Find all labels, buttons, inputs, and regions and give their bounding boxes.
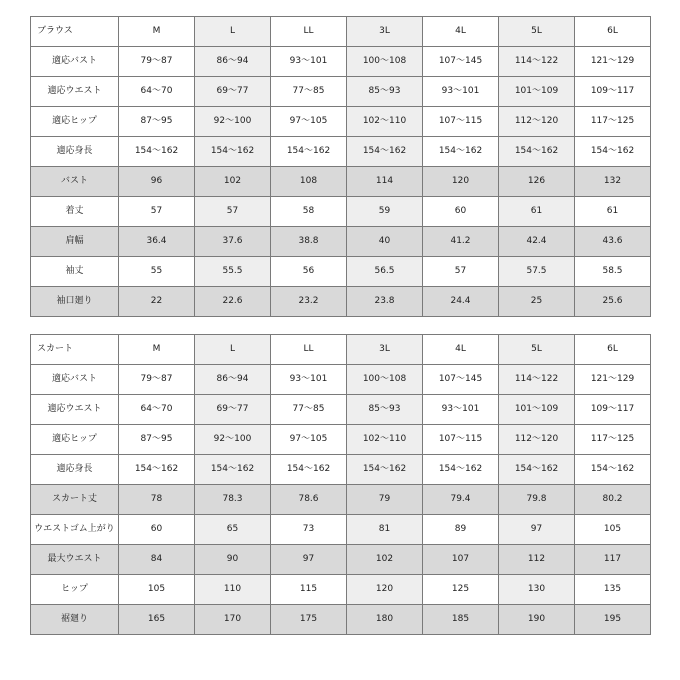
size-value: 78.6 — [271, 485, 347, 515]
size-value: 170 — [195, 605, 271, 635]
row-label: 適応ウエスト — [31, 77, 119, 107]
size-value: 107～115 — [423, 425, 499, 455]
size-value: 114～122 — [499, 47, 575, 77]
size-value: 92～100 — [195, 425, 271, 455]
size-value: 109～117 — [575, 395, 651, 425]
row-label: 適応バスト — [31, 47, 119, 77]
skirt-table-body — [31, 335, 651, 635]
row-label: 適応ウエスト — [31, 395, 119, 425]
size-value: 114 — [347, 167, 423, 197]
size-value: 120 — [423, 167, 499, 197]
size-value: 154～162 — [575, 137, 651, 167]
size-value: 112～120 — [499, 425, 575, 455]
size-value: 61 — [499, 197, 575, 227]
size-value: 60 — [119, 515, 195, 545]
table-row — [31, 365, 651, 395]
size-value: 92～100 — [195, 107, 271, 137]
size-value: 190 — [499, 605, 575, 635]
size-value: 112～120 — [499, 107, 575, 137]
size-value: 85～93 — [347, 395, 423, 425]
size-header-6l: 6L — [575, 335, 651, 365]
table-row — [31, 425, 651, 455]
size-value: 78.3 — [195, 485, 271, 515]
skirt-size-table — [30, 334, 651, 635]
size-value: 107～115 — [423, 107, 499, 137]
table-row — [31, 515, 651, 545]
table-row — [31, 107, 651, 137]
size-value: 130 — [499, 575, 575, 605]
size-value: 105 — [119, 575, 195, 605]
size-value: 101～109 — [499, 77, 575, 107]
size-value: 101～109 — [499, 395, 575, 425]
size-value: 97～105 — [271, 425, 347, 455]
size-value: 102 — [195, 167, 271, 197]
size-header-4l: 4L — [423, 17, 499, 47]
size-value: 195 — [575, 605, 651, 635]
size-value: 86～94 — [195, 365, 271, 395]
blouse-table-body — [31, 17, 651, 317]
size-value: 180 — [347, 605, 423, 635]
size-value: 58.5 — [575, 257, 651, 287]
size-header-l: L — [195, 335, 271, 365]
size-value: 90 — [195, 545, 271, 575]
size-value: 24.4 — [423, 287, 499, 317]
size-value: 80.2 — [575, 485, 651, 515]
size-value: 154～162 — [119, 137, 195, 167]
size-value: 154～162 — [423, 137, 499, 167]
table-row — [31, 77, 651, 107]
size-value: 78 — [119, 485, 195, 515]
size-value: 100～108 — [347, 47, 423, 77]
table-row — [31, 167, 651, 197]
skirt-header-row — [31, 335, 651, 365]
size-value: 57 — [119, 197, 195, 227]
row-label: 適応身長 — [31, 137, 119, 167]
size-value: 175 — [271, 605, 347, 635]
size-value: 115 — [271, 575, 347, 605]
size-value: 135 — [575, 575, 651, 605]
size-value: 85～93 — [347, 77, 423, 107]
size-value: 154～162 — [195, 137, 271, 167]
blouse-header-row — [31, 17, 651, 47]
size-value: 77～85 — [271, 395, 347, 425]
size-value: 79～87 — [119, 47, 195, 77]
size-value: 61 — [575, 197, 651, 227]
size-header-5l: 5L — [499, 17, 575, 47]
table-row — [31, 605, 651, 635]
size-value: 114～122 — [499, 365, 575, 395]
size-value: 57 — [195, 197, 271, 227]
size-value: 93～101 — [271, 47, 347, 77]
row-label: 適応ヒップ — [31, 425, 119, 455]
size-value: 154～162 — [347, 455, 423, 485]
size-value: 69～77 — [195, 77, 271, 107]
size-value: 93～101 — [271, 365, 347, 395]
size-value: 117～125 — [575, 107, 651, 137]
size-value: 93～101 — [423, 395, 499, 425]
size-value: 87～95 — [119, 107, 195, 137]
table-row — [31, 227, 651, 257]
size-value: 79.4 — [423, 485, 499, 515]
size-value: 165 — [119, 605, 195, 635]
size-value: 154～162 — [575, 455, 651, 485]
size-value: 154～162 — [271, 455, 347, 485]
size-value: 107～145 — [423, 365, 499, 395]
size-value: 120 — [347, 575, 423, 605]
size-value: 100～108 — [347, 365, 423, 395]
size-value: 40 — [347, 227, 423, 257]
size-value: 154～162 — [499, 137, 575, 167]
size-value: 102～110 — [347, 107, 423, 137]
row-label: 裾廻り — [31, 605, 119, 635]
size-value: 185 — [423, 605, 499, 635]
table-row — [31, 257, 651, 287]
size-value: 110 — [195, 575, 271, 605]
size-value: 23.2 — [271, 287, 347, 317]
size-value: 97 — [271, 545, 347, 575]
size-value: 132 — [575, 167, 651, 197]
table-row — [31, 575, 651, 605]
size-value: 105 — [575, 515, 651, 545]
size-value: 36.4 — [119, 227, 195, 257]
size-value: 79.8 — [499, 485, 575, 515]
size-value: 56 — [271, 257, 347, 287]
size-value: 109～117 — [575, 77, 651, 107]
size-value: 41.2 — [423, 227, 499, 257]
size-header-5l: 5L — [499, 335, 575, 365]
size-value: 117 — [575, 545, 651, 575]
size-value: 81 — [347, 515, 423, 545]
size-value: 56.5 — [347, 257, 423, 287]
table-row — [31, 137, 651, 167]
size-value: 126 — [499, 167, 575, 197]
size-value: 64～70 — [119, 77, 195, 107]
size-header-m: M — [119, 17, 195, 47]
size-value: 59 — [347, 197, 423, 227]
size-value: 73 — [271, 515, 347, 545]
table-row — [31, 485, 651, 515]
blouse-size-table — [30, 16, 651, 317]
size-value: 23.8 — [347, 287, 423, 317]
size-value: 37.6 — [195, 227, 271, 257]
size-value: 87～95 — [119, 425, 195, 455]
size-value: 97 — [499, 515, 575, 545]
skirt-table-title: スカート — [31, 335, 119, 365]
row-label: 袖丈 — [31, 257, 119, 287]
size-value: 117～125 — [575, 425, 651, 455]
row-label: 適応ヒップ — [31, 107, 119, 137]
size-value: 86～94 — [195, 47, 271, 77]
size-header-l: L — [195, 17, 271, 47]
size-value: 22.6 — [195, 287, 271, 317]
size-value: 97～105 — [271, 107, 347, 137]
size-value: 102 — [347, 545, 423, 575]
table-row — [31, 455, 651, 485]
size-value: 43.6 — [575, 227, 651, 257]
size-header-3l: 3L — [347, 335, 423, 365]
size-value: 107 — [423, 545, 499, 575]
blouse-table-title: ブラウス — [31, 17, 119, 47]
row-label: 適応身長 — [31, 455, 119, 485]
table-row — [31, 287, 651, 317]
size-header-ll: LL — [271, 17, 347, 47]
size-value: 125 — [423, 575, 499, 605]
size-value: 108 — [271, 167, 347, 197]
size-value: 60 — [423, 197, 499, 227]
size-value: 64～70 — [119, 395, 195, 425]
row-label: ヒップ — [31, 575, 119, 605]
row-label: 肩幅 — [31, 227, 119, 257]
size-value: 38.8 — [271, 227, 347, 257]
row-label: バスト — [31, 167, 119, 197]
size-value: 57.5 — [499, 257, 575, 287]
table-row — [31, 197, 651, 227]
size-header-m: M — [119, 335, 195, 365]
table-row — [31, 545, 651, 575]
size-value: 154～162 — [347, 137, 423, 167]
size-value: 65 — [195, 515, 271, 545]
size-value: 102～110 — [347, 425, 423, 455]
row-label: ウエストゴム上がり — [31, 515, 119, 545]
size-header-ll: LL — [271, 335, 347, 365]
row-label: スカート丈 — [31, 485, 119, 515]
size-value: 93～101 — [423, 77, 499, 107]
size-value: 96 — [119, 167, 195, 197]
size-value: 79～87 — [119, 365, 195, 395]
size-value: 112 — [499, 545, 575, 575]
size-header-4l: 4L — [423, 335, 499, 365]
size-value: 89 — [423, 515, 499, 545]
size-value: 154～162 — [119, 455, 195, 485]
size-value: 42.4 — [499, 227, 575, 257]
size-header-3l: 3L — [347, 17, 423, 47]
size-value: 154～162 — [423, 455, 499, 485]
size-value: 25 — [499, 287, 575, 317]
size-value: 79 — [347, 485, 423, 515]
size-value: 57 — [423, 257, 499, 287]
size-value: 22 — [119, 287, 195, 317]
size-value: 107～145 — [423, 47, 499, 77]
size-value: 25.6 — [575, 287, 651, 317]
table-row — [31, 47, 651, 77]
row-label: 袖口廻り — [31, 287, 119, 317]
size-value: 121～129 — [575, 365, 651, 395]
size-value: 77～85 — [271, 77, 347, 107]
size-value: 84 — [119, 545, 195, 575]
size-value: 154～162 — [499, 455, 575, 485]
row-label: 着丈 — [31, 197, 119, 227]
row-label: 適応バスト — [31, 365, 119, 395]
size-value: 154～162 — [195, 455, 271, 485]
size-value: 55 — [119, 257, 195, 287]
size-value: 55.5 — [195, 257, 271, 287]
row-label: 最大ウエスト — [31, 545, 119, 575]
size-value: 69～77 — [195, 395, 271, 425]
size-value: 154～162 — [271, 137, 347, 167]
size-header-6l: 6L — [575, 17, 651, 47]
table-row — [31, 395, 651, 425]
size-value: 121～129 — [575, 47, 651, 77]
size-value: 58 — [271, 197, 347, 227]
